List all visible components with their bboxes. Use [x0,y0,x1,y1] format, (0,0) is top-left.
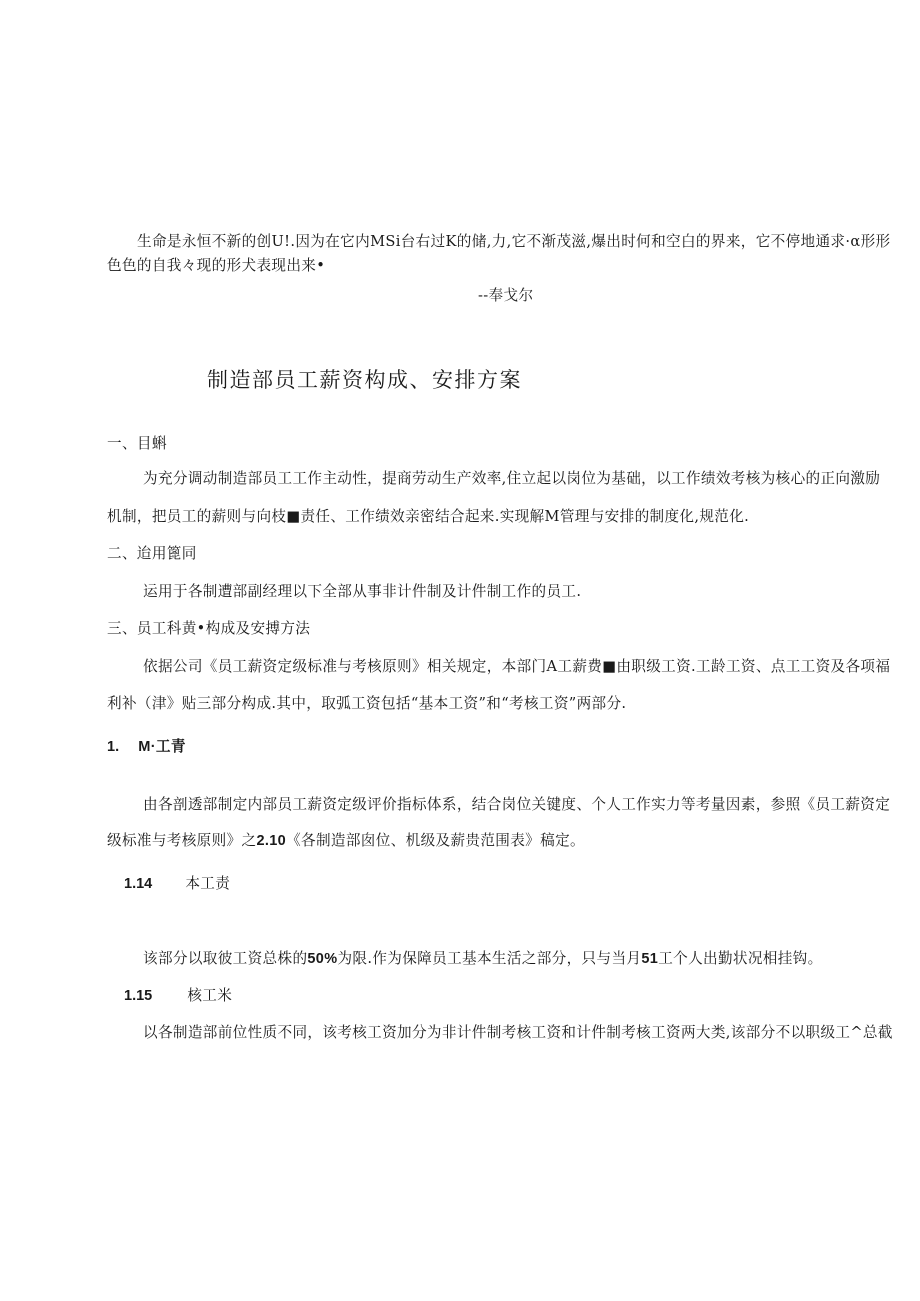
quote-line-1: 生命是永恒不新的创U!.因为在它内MSi台右过K的储,力,它不渐茂滋,爆出时何和空白的界来，它不停地通求·α形形 [137,233,891,250]
paragraph-2-text-c: 工个人出勤状况相挂钩。 [658,950,823,967]
section-3-heading: 三、员工科黄•构成及安搏方法 [107,620,311,637]
paragraph-1-ref-number: 2.10 [256,833,287,849]
section-2-heading: 二、迨用篦同 [107,545,197,562]
paragraph-2-text-b: 为限.作为保障员工基本生活之部分，只与当月 [337,950,642,967]
paragraph-2-percent: 50% [307,951,338,967]
section-1-heading: 一、目蝌 [107,435,167,452]
section-1-paragraph-line-1: 为充分调动制造部员工工作主动性，提商劳动生产效率,住立起以岗位为基础，以工作绩效考核为核心的正向激励 [143,470,881,487]
section-3-paragraph-line-2: 利补（津》贴三部分构成.其中，取弧工资包括“基本工资”和“考核工资”两部分. [107,695,627,712]
paragraph-2-number: 51 [641,951,659,967]
heading-1-14 [124,872,230,893]
heading-1-14-number: 1.14 [124,876,153,892]
paragraph-3-line-1: 以各制造部前位性质不同，该考核工资加分为非计件制考核工资和计件制考核工资两大类,该部分不以职级工^总截 [143,1024,893,1041]
paragraph-2-text-a: 该部分以取彼工资总株的 [143,950,308,967]
section-1-paragraph-line-2: 机制，把员工的薪则与向枝■责任、工作绩效亲密结合起来.实现解M管理与安排的制度化,规范化. [107,508,750,525]
paragraph-2 [143,947,823,968]
paragraph-1-text-a: 级标准与考核原则》之 [107,832,257,849]
heading-1 [107,735,186,756]
paragraph-1-line-1: 由各剖透部制定内部员工薪资定级评价指标体系，结合岗位关键度、个人工作实力等考量因素，参照《员工薪资定 [143,796,891,813]
paragraph-1-line-2 [107,829,585,850]
page-title: 制造部员工薪资构成、安排方案 [207,368,522,392]
heading-1-15-number: 1.15 [124,988,153,1004]
quote-line-2: 色色的自我々现的形犬表现出来• [107,257,326,274]
heading-1-number: 1. [107,739,120,755]
heading-1-label: M·工青 [138,739,186,755]
section-3-paragraph-line-1: 依据公司《员工薪资定级标准与考核原则》相关规定，本部门A工薪费■由职级工资.工龄工资、点工工资及各项福 [143,658,891,675]
heading-1-15-label: 核工米 [187,987,233,1004]
heading-1-14-label: 本工责 [185,875,231,892]
quote-author: --奉戈尔 [478,287,534,304]
section-2-paragraph: 运用于各制遭部副经理以下全部从事非计件制及计件制工作的员工. [143,583,582,600]
heading-1-15 [124,984,232,1005]
paragraph-1-text-b: 《各制造部囱位、机级及薪贵范围表》稿定。 [286,832,585,849]
